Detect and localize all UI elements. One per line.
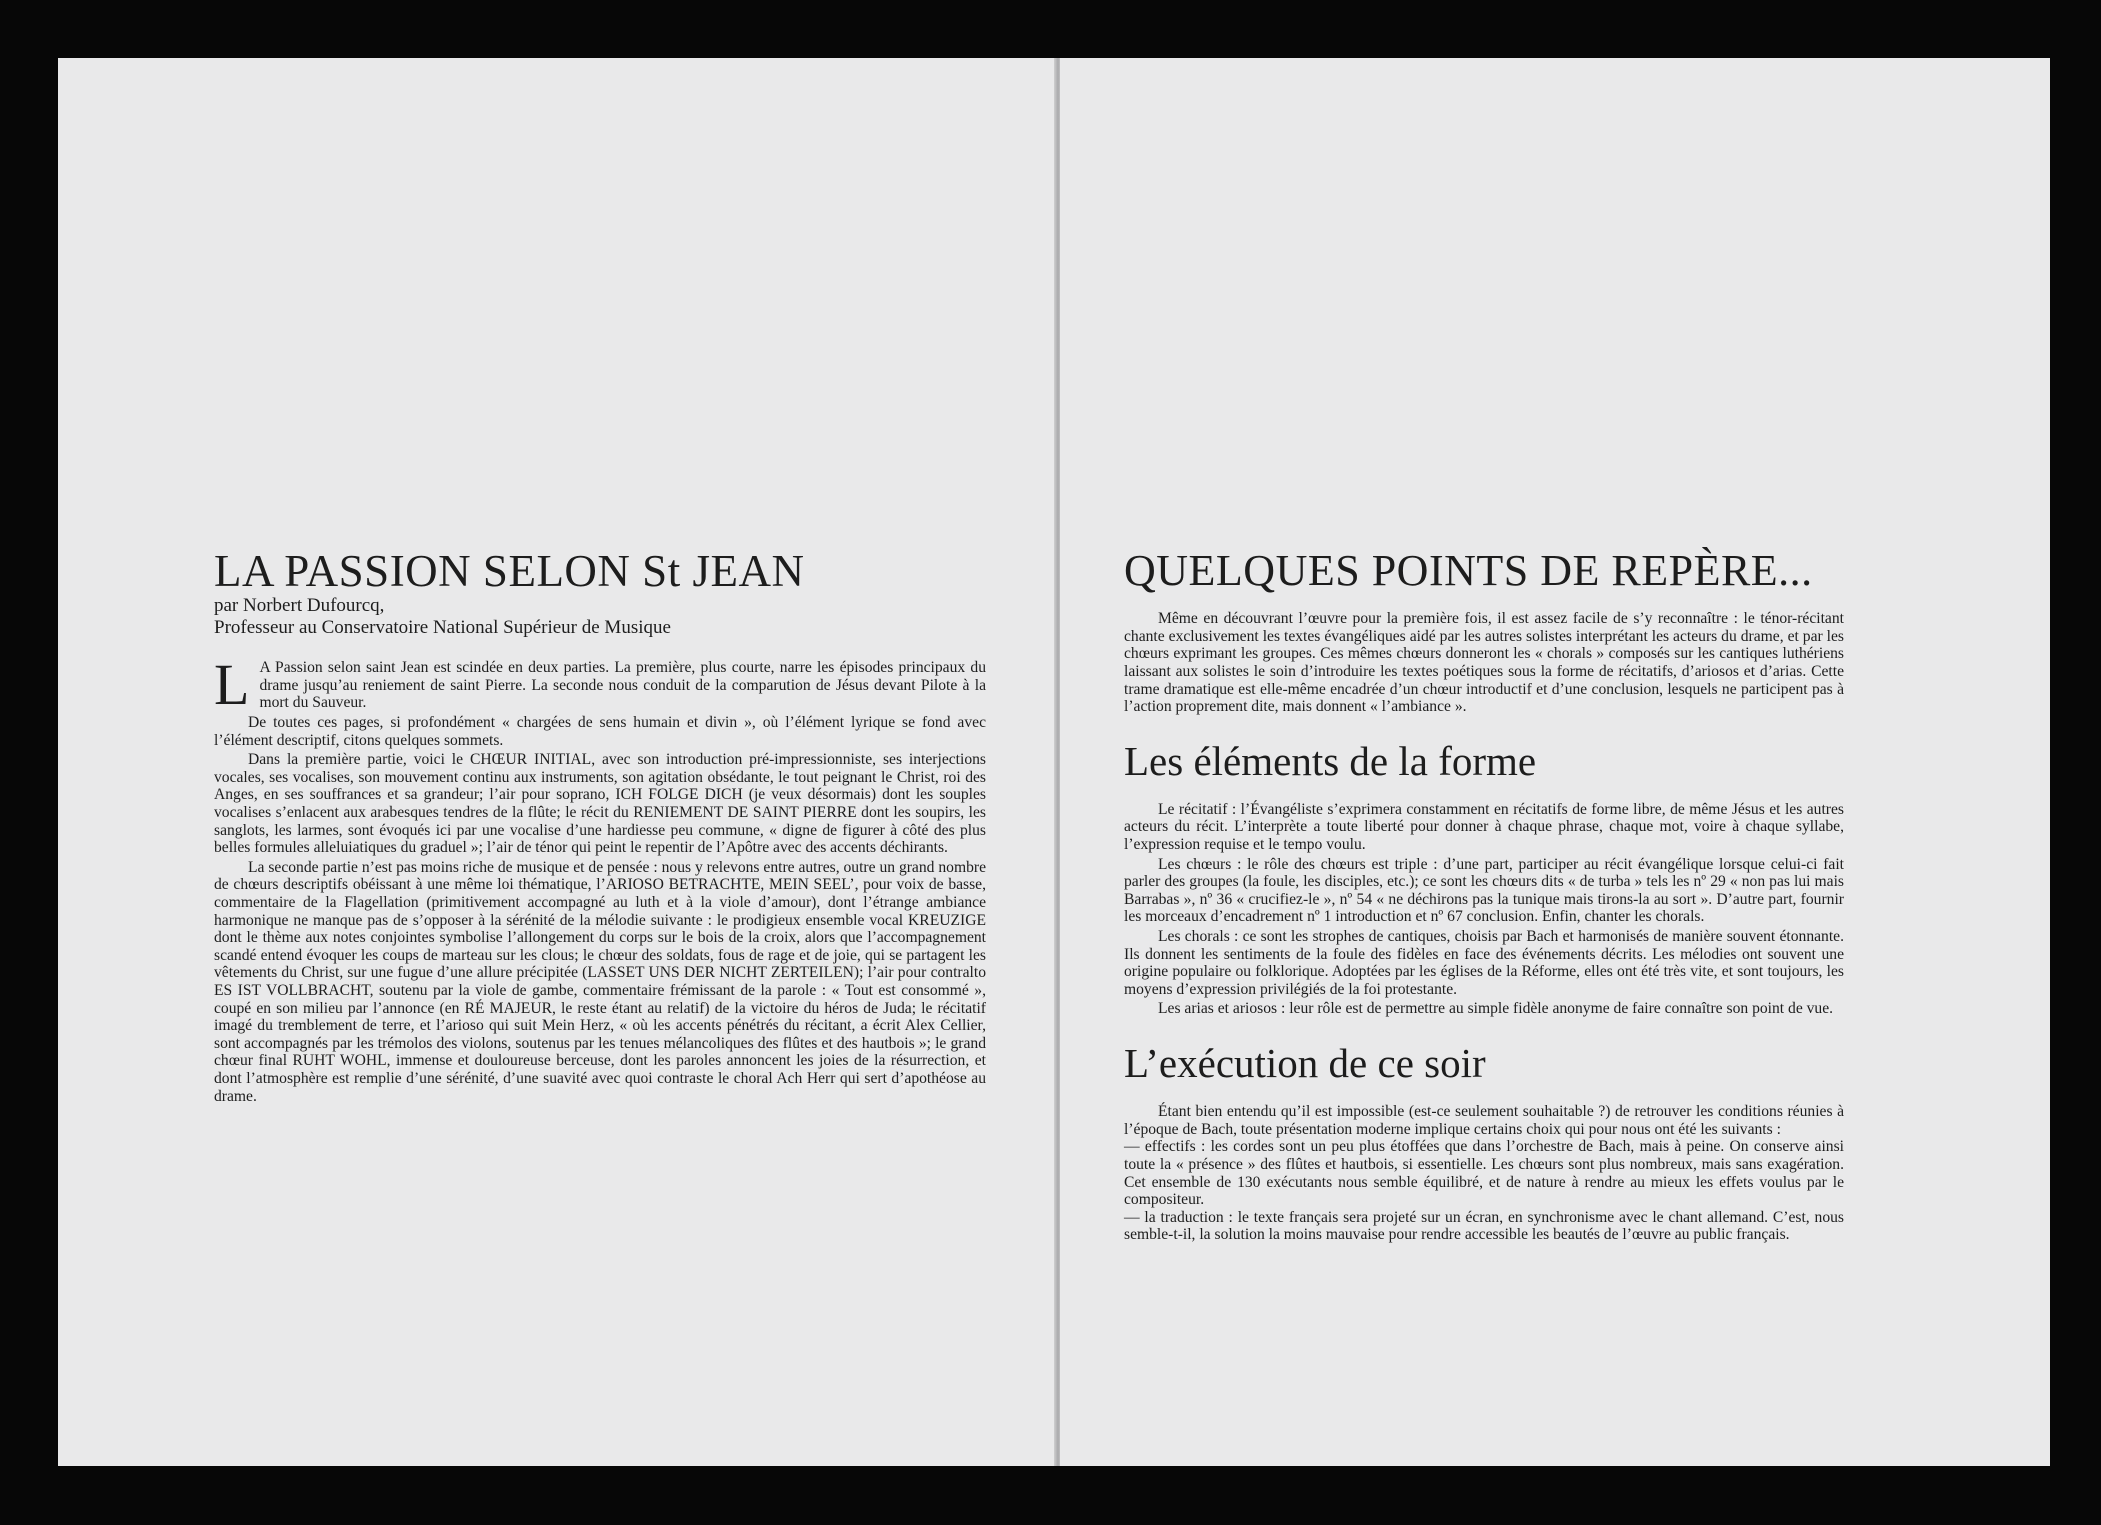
reference-points-title: QUELQUES POINTS DE REPÈRE... — [1124, 546, 1813, 595]
paragraph: La seconde partie n’est pas moins riche de musique et de pensée : nous y relevons entre autres, outre un grand nombre de chœurs descriptifs obéissant à une même loi thématique, l’ARIOSO BETRACHTE, MEIN SEEL’, pour voix de basse, commentaire de la Flagellation (primitivement accompagné au luth et à la viole d’amour), dont l’étrange ambiance harmonique ne manque pas de s’opposer à la sérénité de la mélodie suivante : le prodigieux ensemble vocal KREUZIGE dont le thème aux notes conjointes symbolise l’allongement du corps sur le bois de la croix, alors que l’accompagnement scandé entend évoquer les coups de marteau sur les clous; le chœur des soldats, fous de rage et de joie, qui se partagent les vêtements du Christ, sur une fugue d’une allure précipitée (LASSET UNS DER NICHT ZERTEILEN); l’air pour contralto ES IST VOLLBRACHT, soutenu par la viole de gambe, commentaire frémissant de la parole : « Tout est consommé », coupé en son milieu par l’annonce (en RÉ MAJEUR, le reste étant au relatif) de la victoire du héros de Juda; le récitatif imagé du tremblement de terre, et l’arioso qui suit Mein Herz, « où les accents pénétrés du récitant, a écrit Alex Cellier, sont accompagnés par les trémolos des violons, soutenus par les tenues mélancoliques des flûtes et des hautbois »; le grand chœur final RUHT WOHL, immense et douloureuse berceuse, dont les paroles annoncent les joies de la résurrection, et dont l’atmosphère est remplie d’une sérénité, d’une suavité avec quoi contraste le choral Ach Herr qui sert d’apothéose au drame. — [214, 858, 986, 1105]
left-article — [214, 548, 986, 1105]
paragraph: Les chœurs : le rôle des chœurs est triple : d’une part, participer au récit évangélique lorsque celui-ci fait parler des groupes (la foule, les disciples, etc.); ce sont les chœurs dits « de turba » tels les nº 29 « non pas lui mais Barrabas », nº 36 « crucifiez-le », nº 54 « ne déchirons pas la tunique mais tirons-la au sort ». D’autre part, fournir les morceaux d’encadrement nº 1 introduction et nº 67 conclusion. Enfin, chanter les chorals. — [1124, 855, 1844, 926]
section-heading-performance: L’exécution de ce soir — [1124, 1040, 1486, 1087]
author-affiliation: Professeur au Conservatoire National Supérieur de Musique — [214, 617, 671, 639]
list-item: — la traduction : le texte français sera projeté sur un écran, en synchronisme avec le chant allemand. C’est, nous semble-t-il, la solution la moins mauvaise pour rendre accessible les beautés de l’œuvre au public français. — [1124, 1208, 1844, 1244]
author-byline: par Norbert Dufourcq, — [214, 595, 385, 617]
drop-cap: L — [214, 652, 250, 718]
article-title: LA PASSION SELON St JEAN — [214, 546, 805, 596]
paragraph: Le récitatif : l’Évangéliste s’exprimera constamment en récitatifs de forme libre, de même Jésus et les autres acteurs du récit. L’interprète a toute liberté pour donner à chaque phrase, chaque mot, voire à chaque syllabe, l’expression requise et le tempo voulu. — [1124, 800, 1844, 854]
right-article — [1124, 548, 1844, 1244]
paragraph: Dans la première partie, voici le CHŒUR INITIAL, avec son introduction pré-impressionniste, ses interjections vocales, ses vocalises, son mouvement continu aux instruments, son agitation obsédante, le tout peignant le Christ, roi des Anges, en ses souffrances et sa grandeur; l’air pour soprano, ICH FOLGE DICH (je veux désormais) dont les souples vocalises s’enlacent aux arabesques tendres de la flûte; le récit du RENIEMENT DE SAINT PIERRE dont les soupirs, les sanglots, les larmes, sont évoqués ici par une vocalise d’une hardiesse peu commune, « digne de figurer à côté des plus belles formules alleluiatiques du graduel »; l’air de ténor qui peint le repentir de l’Apôtre avec des accents déchirants. — [214, 751, 986, 857]
list-item: — effectifs : les cordes sont un peu plus étoffées que dans l’orchestre de Bach, mais à peine. On conserve ainsi toute la « présence » des flûtes et hautbois, si essentielle. Les chœurs sont plus nombreux, mais sans exagération. Cet ensemble de 130 exécutants nous semble équilibré, et de nature à rendre au mieux les effets voulus par le compositeur. — [1124, 1138, 1844, 1209]
paragraph: L A Passion selon saint Jean est scindée en deux parties. La première, plus courte, narre les épisodes principaux du drame jusqu’au reniement de saint Pierre. La seconde nous conduit de la comparution de Jésus devant Pilote à la mort du Sauveur. — [214, 652, 986, 718]
intro-paragraph: Même en découvrant l’œuvre pour la première fois, il est assez facile de s’y reconnaître : le ténor-récitant chante exclusivement les textes évangéliques aidé par les autres solistes interprétant les acteurs du drame, et par les chœurs exprimant les groupes. Ces mêmes chœurs donneront les « chorals » composés sur les cantiques luthériens laissant aux solistes le soin d’introduire les textes poétiques sous la forme de récitatifs, d’ariosos et d’arias. Cette trame dramatique est elle-même encadrée d’un chœur introductif et d’une conclusion, lesquels ne participent pas à l’action proprement dite, mais donnent « l’ambiance ». — [1124, 610, 1844, 716]
paragraph: De toutes ces pages, si profondément « chargées de sens humain et divin », où l’élément lyrique se fond avec l’élément descriptif, citons quelques sommets. — [214, 714, 986, 749]
section-heading-form: Les éléments de la forme — [1124, 737, 1537, 784]
paragraph: Les arias et ariosos : leur rôle est de permettre au simple fidèle anonyme de faire connaître son point de vue. — [1158, 1000, 1834, 1018]
paragraph: Étant bien entendu qu’il est impossible (est-ce seulement souhaitable ?) de retrouver les conditions réunies à l’époque de Bach, toute présentation moderne implique certains choix qui pour nous ont été les suivants : — [1124, 1103, 1844, 1138]
paragraph: Les chorals : ce sont les strophes de cantiques, choisis par Bach et harmonisés de manière souvent étonnante. Ils donnent les sentiments de la foule des fidèles en face des événements décrits. Les mélodies ont souvent une origine populaire ou folklorique. Adoptées par les églises de la Réforme, elles ont été très vite, et sont toujours, les moyens d’expression privilégiés de la foi protestante. — [1124, 928, 1844, 998]
